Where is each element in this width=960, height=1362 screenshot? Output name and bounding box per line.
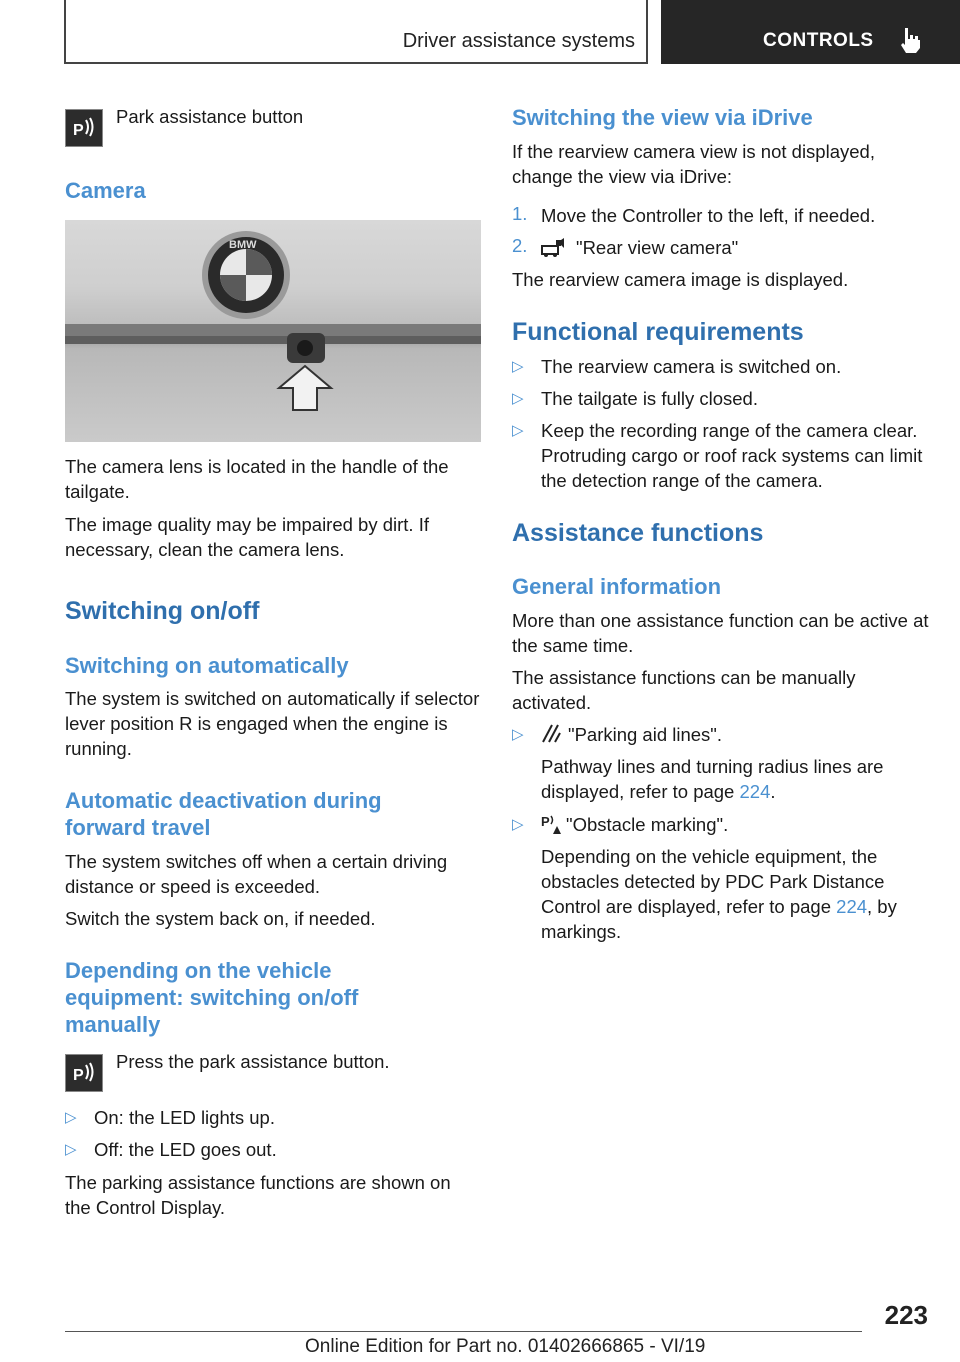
press-button-text: Press the park assistance button. bbox=[116, 1051, 390, 1072]
parking-aid-lines-icon bbox=[540, 722, 562, 744]
header-rule-left bbox=[64, 0, 66, 64]
svg-text:P: P bbox=[541, 814, 550, 829]
heading-assistance-functions: Assistance functions bbox=[512, 519, 764, 547]
park-assist-button-icon-2 bbox=[65, 1054, 103, 1092]
function-2-desc-tail: , by markings. bbox=[541, 896, 897, 942]
function-2-desc-text: Depending on the vehicle equipment, the obstacles detected by PDC Park Distance Control are displayed, refer to page bbox=[541, 846, 885, 917]
footer-edition: Online Edition for Part no. 01402666865 - VI/19 bbox=[305, 1336, 706, 1357]
deactivation-text-2: Switch the system back on, if needed. bbox=[65, 908, 376, 929]
camera-photo bbox=[65, 220, 481, 442]
heading-auto-deactivation: Automatic deactivation during forward travel bbox=[65, 788, 382, 840]
controls-tab[interactable] bbox=[661, 0, 960, 64]
bullet-marker: ▷ bbox=[512, 422, 524, 439]
svg-text:P: P bbox=[73, 122, 84, 139]
general-text-2: The assistance functions can be manually activated. bbox=[512, 667, 856, 713]
function-2-label: "Obstacle marking". bbox=[566, 814, 729, 835]
view-text: If the rearview camera view is not displayed, change the view via iDrive: bbox=[512, 141, 875, 187]
header-rule-mid bbox=[646, 0, 648, 64]
bullet-marker: ▷ bbox=[512, 358, 524, 375]
auto-text: The system is switched on automatically if selector lever position R is engaged when the engine is running. bbox=[65, 688, 480, 759]
heading-camera: Camera bbox=[65, 178, 146, 203]
function-1-description: Pathway lines and turning radius lines are displayed, refer to page 224. bbox=[541, 756, 884, 802]
step-2-number: 2. bbox=[512, 235, 528, 256]
heading-switching-auto: Switching on automatically bbox=[65, 653, 349, 678]
bullet-marker: ▷ bbox=[65, 1141, 77, 1158]
svg-text:BMW: BMW bbox=[229, 239, 257, 251]
page-link-224[interactable]: 224 bbox=[836, 896, 868, 917]
function-1-desc-text: Pathway lines and turning radius lines are displayed, refer to page bbox=[541, 756, 884, 802]
requirement-2: The tailgate is fully closed. bbox=[541, 388, 758, 409]
svg-text:P: P bbox=[73, 1067, 84, 1084]
step-2: "Rear view camera" bbox=[576, 237, 739, 258]
footer-rule bbox=[65, 1331, 862, 1332]
requirement-3: Keep the recording range of the camera clear. Protruding cargo or roof rack systems can limit the detection range of the camera. bbox=[541, 420, 923, 491]
bullet-marker: ▷ bbox=[65, 1109, 77, 1126]
bullet-marker: ▷ bbox=[512, 726, 524, 743]
heading-switching: Switching on/off bbox=[65, 597, 260, 625]
park-assist-button-label: Park assistance button bbox=[116, 106, 304, 127]
rear-view-camera-icon bbox=[540, 236, 568, 258]
step-1: Move the Controller to the left, if needed. bbox=[541, 205, 876, 226]
park-assist-button-icon bbox=[65, 109, 103, 147]
function-1-label: "Parking aid lines". bbox=[568, 724, 723, 745]
general-text-1: More than one assistance function can be active at the same time. bbox=[512, 610, 929, 656]
function-2-description bbox=[541, 844, 931, 944]
camera-text-1: The camera lens is located in the handle of the tailgate. bbox=[65, 456, 449, 502]
page-link-224[interactable]: 224 bbox=[739, 781, 771, 802]
bullet-on: On: the LED lights up. bbox=[94, 1107, 275, 1128]
bullet-marker: ▷ bbox=[512, 390, 524, 407]
heading-functional-requirements: Functional requirements bbox=[512, 318, 804, 346]
displayed-text: The rearview camera image is displayed. bbox=[512, 269, 849, 290]
page-number: 223 bbox=[884, 1300, 928, 1330]
section-title: Driver assistance systems bbox=[402, 30, 635, 52]
header-rule-bottom bbox=[64, 62, 648, 64]
display-text: The parking assistance functions are shown on the Control Display. bbox=[65, 1172, 451, 1218]
heading-view-idrive: Switching the view via iDrive bbox=[512, 105, 813, 130]
requirement-1: The rearview camera is switched on. bbox=[541, 356, 842, 377]
camera-text-2: The image quality may be impaired by dirt. If necessary, clean the camera lens. bbox=[65, 514, 429, 560]
heading-manual: Depending on the vehicle equipment: switching on/off manually bbox=[65, 958, 359, 1037]
step-1-number: 1. bbox=[512, 203, 528, 224]
heading-general-information: General information bbox=[512, 574, 722, 599]
hand-pointer-icon bbox=[897, 26, 923, 54]
deactivation-text-1: The system switches off when a certain driving distance or speed is exceeded. bbox=[65, 851, 448, 897]
bullet-off: Off: the LED goes out. bbox=[94, 1139, 277, 1160]
obstacle-marking-icon bbox=[540, 812, 562, 836]
bullet-marker: ▷ bbox=[512, 816, 524, 833]
controls-tab-label: CONTROLS bbox=[763, 30, 874, 51]
